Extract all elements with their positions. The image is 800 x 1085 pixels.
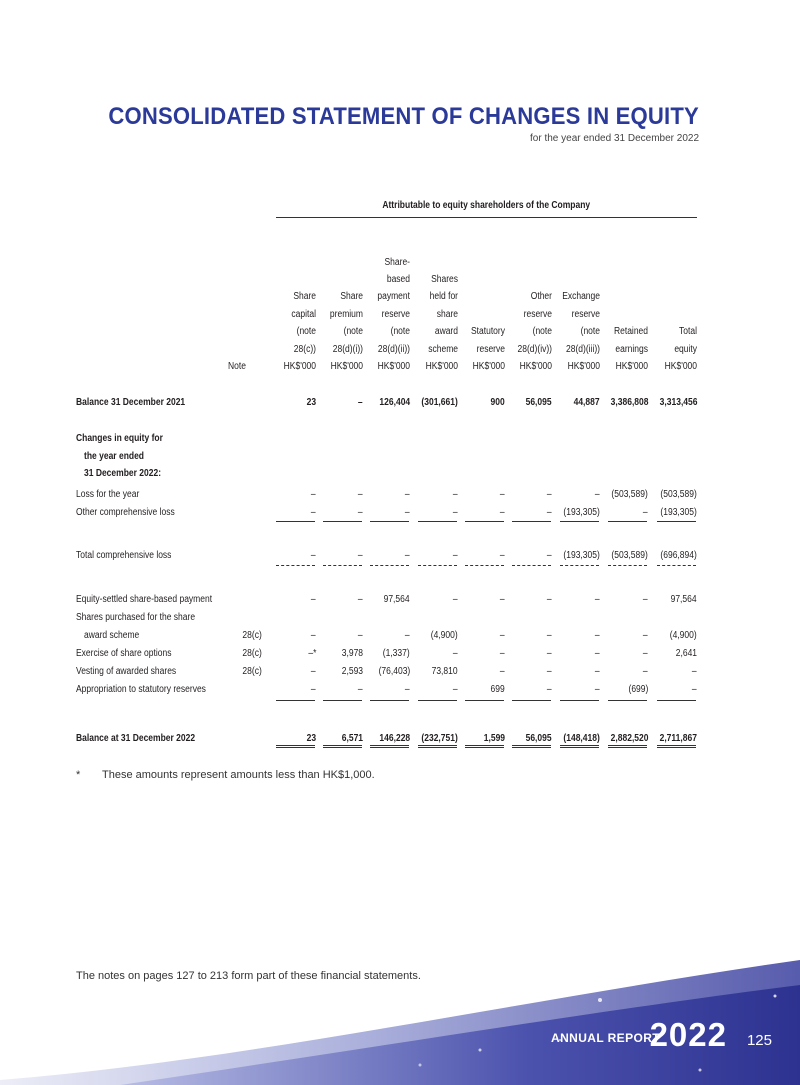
column-header-line: 28(c)) <box>293 343 316 355</box>
table-cell: – <box>453 594 458 605</box>
table-rule <box>465 565 504 566</box>
footnote <box>76 769 375 781</box>
table-rule <box>465 521 504 522</box>
table-cell: – <box>358 594 363 605</box>
column-header <box>641 323 697 358</box>
group-heading-rule <box>276 217 697 218</box>
table-cell: – <box>547 489 552 500</box>
table-cell: – <box>311 550 316 561</box>
table-cell: – <box>500 489 505 500</box>
row-label: Loss for the year <box>76 489 140 500</box>
table-rule <box>608 521 647 522</box>
row-label: 31 December 2022: <box>84 468 162 479</box>
table-cell: – <box>595 489 600 500</box>
table-rule <box>323 700 362 701</box>
column-header-line: payment <box>377 291 410 303</box>
table-cell: 3,978 <box>341 648 363 659</box>
column-unit-text: HK$'000 <box>425 361 458 372</box>
table-cell: (232,751) <box>421 733 458 744</box>
table-cell: 2,641 <box>675 648 697 659</box>
table-rule <box>370 521 409 522</box>
column-header-line: Share- <box>384 256 410 268</box>
report-year: 2022 <box>649 1016 727 1053</box>
table-rule <box>418 745 457 748</box>
table-row <box>76 610 697 628</box>
column-header-line: reserve <box>571 308 600 320</box>
table-cell: (503,589) <box>660 489 697 500</box>
table-rule <box>512 700 551 701</box>
footnote-marker: * <box>76 769 81 781</box>
table-cell: (193,305) <box>660 507 697 518</box>
column-unit-text: HK$'000 <box>664 361 697 372</box>
table-row <box>76 628 697 646</box>
column-unit-text: HK$'000 <box>567 361 600 372</box>
table-cell: 2,882,520 <box>610 733 648 744</box>
table-cell: 97,564 <box>383 594 410 605</box>
table-row <box>76 487 697 505</box>
column-header-line: Statutory <box>470 326 505 338</box>
row-label: Appropriation to statutory reserves <box>76 684 206 695</box>
table-cell: 1,599 <box>483 733 505 744</box>
table-cell: – <box>547 507 552 518</box>
column-header-line: reserve <box>476 343 505 355</box>
column-header-line: Exchange <box>562 291 600 303</box>
footnote-text: These amounts represent amounts less than HK$1,000. <box>102 769 375 781</box>
column-header-line: 28(d)(iv)) <box>517 343 552 355</box>
column-header-line: scheme <box>428 343 458 355</box>
page-title: CONSOLIDATED STATEMENT OF CHANGES IN EQUITY <box>108 103 699 130</box>
table-cell: 3,313,456 <box>659 397 697 408</box>
table-rule <box>512 565 551 566</box>
column-header-line: reserve <box>523 308 552 320</box>
table-cell: – <box>643 666 648 677</box>
row-label: Exercise of share options <box>76 648 172 659</box>
table-cell: (1,337) <box>383 648 410 659</box>
column-unit <box>641 358 697 375</box>
column-header-line: Retained <box>613 326 648 338</box>
table-cell: (503,589) <box>611 550 648 561</box>
table-rule <box>276 521 315 522</box>
table-rule <box>560 700 599 701</box>
table-cell: 146,228 <box>379 733 410 744</box>
table-cell: – <box>500 507 505 518</box>
table-cell: (76,403) <box>378 666 410 677</box>
table-rule <box>323 521 362 522</box>
table-cell: – <box>547 550 552 561</box>
column-header-line: 28(d)(iii)) <box>566 343 600 355</box>
column-unit-text: HK$'000 <box>615 361 648 372</box>
table-rule <box>323 565 362 566</box>
table-cell: – <box>453 648 458 659</box>
table-cell: – <box>358 550 363 561</box>
table-cell: – <box>692 666 697 677</box>
table-cell: –* <box>307 648 316 659</box>
table-row <box>76 449 697 467</box>
column-header-line: reserve <box>381 308 410 320</box>
column-unit-text: HK$'000 <box>472 361 505 372</box>
table-cell: – <box>405 550 410 561</box>
table-cell: – <box>453 550 458 561</box>
table-rule <box>608 565 647 566</box>
table-cell: 23 <box>306 397 316 408</box>
table-cell: – <box>311 594 316 605</box>
table-cell: – <box>595 648 600 659</box>
table-row <box>76 592 697 610</box>
column-header-line: (note <box>390 326 410 338</box>
table-cell: – <box>311 630 316 641</box>
table-rule <box>418 700 457 701</box>
table-cell: 73,810 <box>431 666 458 677</box>
table-cell: – <box>500 666 505 677</box>
table-cell: – <box>595 630 600 641</box>
row-label: Shares purchased for the share <box>76 612 196 623</box>
table-row <box>76 466 697 484</box>
column-header-line: (note <box>343 326 363 338</box>
table-cell: – <box>358 630 363 641</box>
table-cell: – <box>500 594 505 605</box>
table-rule <box>560 745 599 748</box>
column-header-line: (note <box>580 326 600 338</box>
table-cell: (696,894) <box>660 550 697 561</box>
table-rule <box>276 565 315 566</box>
table-cell: 3,386,808 <box>610 397 648 408</box>
column-unit-text: HK$'000 <box>330 361 363 372</box>
row-label: Total comprehensive loss <box>76 550 172 561</box>
table-cell: – <box>500 630 505 641</box>
table-rule <box>608 700 647 701</box>
table-cell: – <box>311 684 316 695</box>
table-cell: – <box>643 648 648 659</box>
column-unit-text: HK$'000 <box>377 361 410 372</box>
table-cell: – <box>692 684 697 695</box>
table-cell: – <box>547 630 552 641</box>
table-rule <box>608 745 647 748</box>
table-cell: (193,305) <box>563 550 600 561</box>
table-cell: – <box>453 684 458 695</box>
table-cell: – <box>453 507 458 518</box>
table-cell: – <box>405 684 410 695</box>
table-cell: – <box>311 666 316 677</box>
table-rule <box>276 745 315 748</box>
row-label: award scheme <box>84 630 140 641</box>
table-rule <box>370 745 409 748</box>
table-cell: – <box>547 594 552 605</box>
table-rule <box>657 565 696 566</box>
table-cell: 900 <box>490 397 505 408</box>
table-cell: – <box>595 666 600 677</box>
table-rule <box>560 521 599 522</box>
table-cell: – <box>643 630 648 641</box>
row-label: the year ended <box>84 451 145 462</box>
row-note: 28(c) <box>242 630 262 641</box>
table-row <box>76 682 697 700</box>
table-rule <box>370 700 409 701</box>
table-cell: 2,711,867 <box>659 733 697 744</box>
table-rule <box>657 521 696 522</box>
column-header-line: premium <box>329 308 363 320</box>
page-number: 125 <box>746 1032 772 1049</box>
column-header-line: (note <box>532 326 552 338</box>
column-header-line: 28(d)(i)) <box>332 343 363 355</box>
annual-report-label: ANNUAL REPORT <box>551 1031 660 1045</box>
table-cell: 6,571 <box>341 733 363 744</box>
row-label: Equity-settled share-based payment <box>76 594 213 605</box>
table-cell: (503,589) <box>611 489 648 500</box>
column-header-line: based <box>386 274 410 285</box>
note-column-header: Note <box>228 361 246 372</box>
table-rule <box>465 745 504 748</box>
table-cell: – <box>311 507 316 518</box>
table-cell: – <box>547 648 552 659</box>
table-row <box>76 664 697 682</box>
column-unit-text: HK$'000 <box>519 361 552 372</box>
table-cell: – <box>453 489 458 500</box>
table-cell: 23 <box>306 733 316 744</box>
table-row <box>76 431 697 449</box>
table-cell: – <box>500 648 505 659</box>
table-cell: – <box>595 684 600 695</box>
table-cell: – <box>500 550 505 561</box>
column-header-line: share <box>436 308 458 320</box>
column-header-line: award <box>434 326 458 338</box>
row-label: Balance 31 December 2021 <box>76 397 186 408</box>
row-note: 28(c) <box>242 648 262 659</box>
table-cell: 699 <box>490 684 505 695</box>
row-label: Changes in equity for <box>76 433 163 444</box>
column-unit-text: HK$'000 <box>283 361 316 372</box>
column-header-line: Share <box>293 291 316 303</box>
table-rule <box>657 745 696 748</box>
table-cell: – <box>405 507 410 518</box>
column-header-line: equity <box>674 343 697 355</box>
row-note: 28(c) <box>242 666 262 677</box>
table-cell: – <box>547 666 552 677</box>
table-rule <box>512 745 551 748</box>
table-cell: – <box>358 489 363 500</box>
column-header-line: Total <box>679 326 697 338</box>
column-header-line: Shares <box>431 274 458 285</box>
column-header-line: Share <box>340 291 363 303</box>
table-cell: – <box>643 507 648 518</box>
table-cell: – <box>405 630 410 641</box>
table-cell: (301,661) <box>421 397 458 408</box>
table-rule <box>370 565 409 566</box>
table-cell: – <box>358 397 363 408</box>
table-rule <box>560 565 599 566</box>
row-label: Balance at 31 December 2022 <box>76 733 196 744</box>
table-cell: – <box>405 489 410 500</box>
column-header-line: held for <box>429 291 458 303</box>
column-header-line: 28(d)(ii)) <box>377 343 410 355</box>
table-cell: 2,593 <box>341 666 363 677</box>
table-rule <box>276 700 315 701</box>
row-label: Other comprehensive loss <box>76 507 175 518</box>
table-rule <box>323 745 362 748</box>
table-cell: – <box>358 507 363 518</box>
table-rule <box>418 521 457 522</box>
table-cell: – <box>547 684 552 695</box>
table-cell: (699) <box>628 684 648 695</box>
column-header-line: (note <box>296 326 316 338</box>
column-header-line: Other <box>530 291 552 303</box>
table-row <box>76 395 697 413</box>
table-cell: (4,900) <box>431 630 458 641</box>
table-rule <box>657 700 696 701</box>
table-cell: – <box>358 684 363 695</box>
column-header-line: capital <box>291 308 316 320</box>
table-rule <box>512 521 551 522</box>
notes-statement: The notes on pages 127 to 213 form part of these financial statements. <box>76 970 421 982</box>
table-cell: (4,900) <box>670 630 697 641</box>
group-heading: Attributable to equity shareholders of the Company <box>382 200 591 211</box>
table-cell: (193,305) <box>563 507 600 518</box>
table-cell: 44,887 <box>573 397 600 408</box>
footer-band <box>0 940 800 1085</box>
table-cell: – <box>643 594 648 605</box>
table-rule <box>418 565 457 566</box>
table-cell: 97,564 <box>670 594 697 605</box>
table-cell: (148,418) <box>563 733 600 744</box>
table-cell: – <box>311 489 316 500</box>
table-rule <box>465 700 504 701</box>
table-row <box>76 548 697 566</box>
column-unit <box>592 358 648 375</box>
page-subtitle: for the year ended 31 December 2022 <box>530 133 699 144</box>
column-header <box>592 323 648 358</box>
table-cell: 56,095 <box>525 733 552 744</box>
row-label: Vesting of awarded shares <box>76 666 177 677</box>
table-row <box>76 646 697 664</box>
table-cell: 56,095 <box>525 397 552 408</box>
table-cell: 126,404 <box>379 397 410 408</box>
column-header-line: earnings <box>615 343 648 355</box>
table-cell: – <box>595 594 600 605</box>
